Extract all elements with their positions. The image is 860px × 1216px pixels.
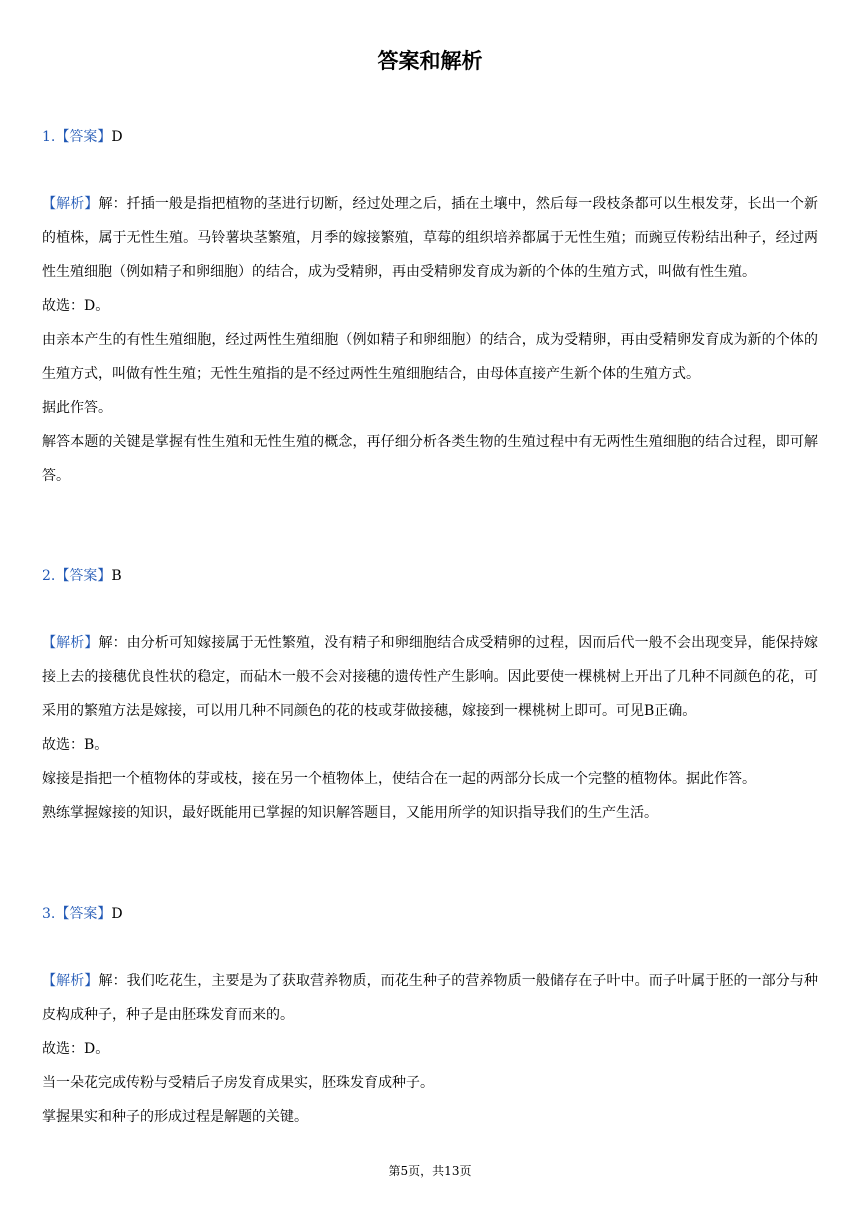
analysis-tag: 【解析】 bbox=[42, 635, 99, 651]
answer-tag: 【答案】 bbox=[55, 129, 112, 145]
question-2-analysis bbox=[42, 626, 818, 830]
analysis-paragraph: 据此作答。 bbox=[42, 400, 112, 416]
answer-value: D bbox=[111, 906, 123, 922]
analysis-paragraph: 故选：D。 bbox=[42, 1041, 110, 1057]
analysis-paragraph: 熟练掌握嫁接的知识，最好既能用已掌握的知识解答题目，又能用所学的知识指导我们的生产生活。 bbox=[42, 805, 658, 821]
answer-tag: 【答案】 bbox=[55, 568, 112, 584]
question-number: 3. bbox=[42, 906, 56, 922]
analysis-tag: 【解析】 bbox=[42, 973, 99, 989]
analysis-paragraph: 当一朵花完成传粉与受精后子房发育成果实，胚珠发育成种子。 bbox=[42, 1075, 434, 1091]
page-footer: 第5页，共13页 bbox=[388, 1164, 472, 1178]
analysis-text: 解：由分析可知嫁接属于无性繁殖，没有精子和卵细胞结合成受精卵的过程，因而后代一般不会出现变异，能保持嫁接上去的接穗优良性状的稳定，而砧木一般不会对接穗的遗传性产生影响。因此要使一棵桃树上开出了几种不同颜色的花，可采用的繁殖方法是嫁接，可以用几种不同颜色的花的枝或芽做接穗，嫁接到一棵桃树上即可。可见B正确。 bbox=[42, 635, 819, 719]
question-1-answer-line bbox=[42, 127, 123, 147]
analysis-paragraph: 由亲本产生的有性生殖细胞，经过两性生殖细胞（例如精子和卵细胞）的结合，成为受精卵，再由受精卵发育成为新的个体的生殖方式，叫做有性生殖；无性生殖指的是不经过两性生殖细胞结合，由母体直接产生新个体的生殖方式。 bbox=[42, 332, 818, 382]
analysis-paragraph bbox=[42, 187, 818, 289]
analysis-paragraph: 掌握果实和种子的形成过程是解题的关键。 bbox=[42, 1109, 308, 1125]
answer-tag: 【答案】 bbox=[55, 906, 112, 922]
question-1-analysis bbox=[42, 187, 818, 493]
analysis-paragraph: 故选：B。 bbox=[42, 737, 109, 753]
question-3-analysis bbox=[42, 964, 818, 1134]
question-3-answer-line bbox=[42, 904, 123, 924]
analysis-text: 解：扦插一般是指把植物的茎进行切断，经过处理之后，插在土壤中，然后每一段枝条都可以生根发芽，长出一个新的植株，属于无性生殖。马铃薯块茎繁殖，月季的嫁接繁殖，草莓的组织培养都属于无性生殖；而豌豆传粉结出种子，经过两性生殖细胞（例如精子和卵细胞）的结合，成为受精卵，再由受精卵发育成为新的个体的生殖方式，叫做有性生殖。 bbox=[42, 196, 819, 280]
answer-value: D bbox=[111, 129, 123, 145]
analysis-paragraph: 解答本题的关键是掌握有性生殖和无性生殖的概念，再仔细分析各类生物的生殖过程中有无两性生殖细胞的结合过程，即可解答。 bbox=[42, 434, 818, 484]
analysis-tag: 【解析】 bbox=[42, 196, 99, 212]
analysis-text: 解：我们吃花生，主要是为了获取营养物质，而花生种子的营养物质一般储存在子叶中。而子叶属于胚的一部分与种皮构成种子，种子是由胚珠发育而来的。 bbox=[42, 973, 819, 1023]
page-title: 答案和解析 bbox=[377, 49, 483, 73]
analysis-paragraph bbox=[42, 964, 818, 1032]
analysis-paragraph: 故选：D。 bbox=[42, 298, 110, 314]
answer-value: B bbox=[111, 568, 122, 584]
analysis-paragraph bbox=[42, 626, 818, 728]
analysis-paragraph: 嫁接是指把一个植物体的芽或枝，接在另一个植物体上，使结合在一起的两部分长成一个完整的植物体。据此作答。 bbox=[42, 771, 756, 787]
question-2-answer-line bbox=[42, 566, 122, 586]
question-number: 1. bbox=[42, 129, 56, 145]
question-number: 2. bbox=[42, 568, 56, 584]
